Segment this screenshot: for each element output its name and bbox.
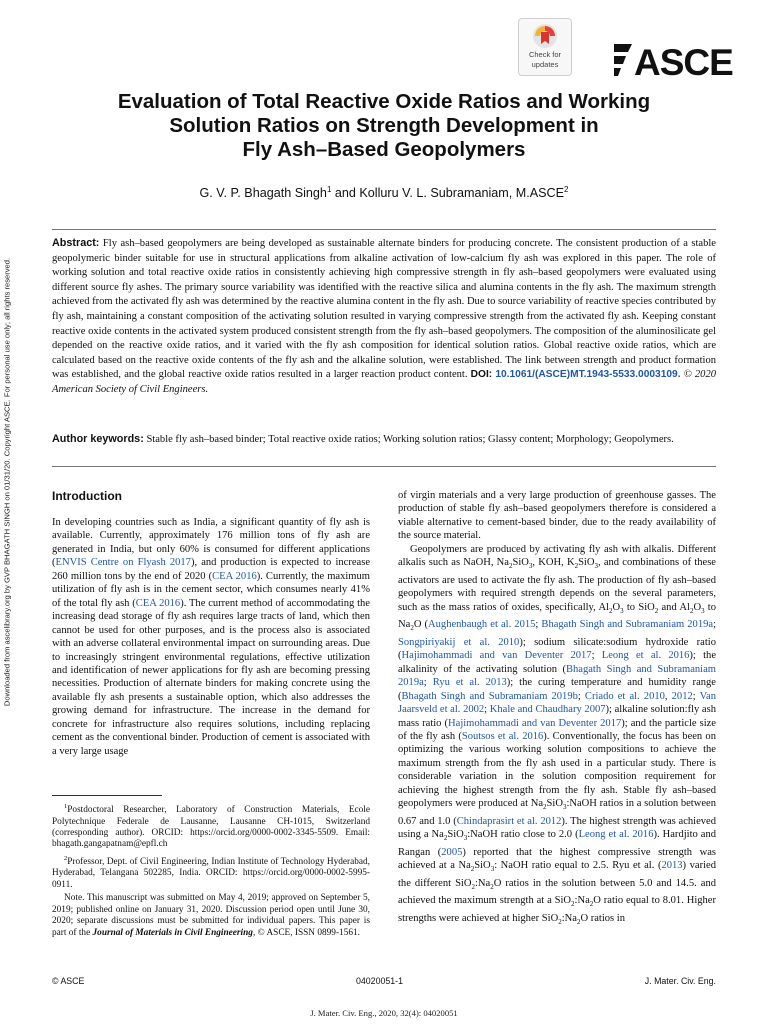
reference-link[interactable]: Bhagath Singh and Subramaniam 2019a: [398, 663, 716, 689]
reference-link[interactable]: Soutsos et al. 2016: [461, 731, 544, 743]
footnote-divider: [52, 795, 162, 796]
asce-logo-text: ASCE: [634, 42, 733, 83]
reference-link[interactable]: Criado et al. 2010: [584, 690, 665, 702]
reference-link[interactable]: Hajimohammadi and van Deventer 2017: [448, 717, 622, 729]
author-conjunction: and: [331, 186, 360, 201]
abstract-heading: Abstract:: [52, 237, 100, 249]
check-for-updates-label: Check for: [528, 50, 562, 59]
reference-link[interactable]: Chindaprasirt et al. 2012: [456, 815, 562, 827]
reference-link[interactable]: Hajimohammadi and van Deventer 2017: [401, 650, 592, 662]
footer-journal: J. Mater. Civ. Eng.: [644, 976, 716, 986]
reference-link[interactable]: Khale and Chaudhary 2007: [489, 704, 606, 716]
reference-link[interactable]: CEA 2016: [135, 597, 181, 609]
submission-note: Note. This manuscript was submitted on May 4, 2019; approved on September 5, 2019; published online on January 31, 2020. Discussion period open until June 30, 2020; separate discussions must be submitted for individual papers. This paper is part of the Journal of Materials in Civil Engineering, © ASCE, ISSN 0899-1561.: [52, 893, 370, 938]
abstract: [52, 236, 716, 398]
reference-link[interactable]: Van Jaarsveld et al. 2002: [398, 690, 716, 716]
doi-label: DOI:: [470, 369, 493, 381]
paragraph: of virgin materials and a very large production of greenhouse gasses. The production of stable fly ash–based geopolymers therefore is considered a viable alternative to cement-based binder, due to the ready availability of the source material.: [398, 490, 716, 542]
download-notice-text: Downloaded from ascelibrary.org by GVP BHAGATH SINGH on 01/31/20. Copyright ASCE. For personal use only; all rights reserved.: [2, 257, 12, 707]
reference-link[interactable]: Ryu et al. 2013: [432, 677, 507, 689]
citation-line: J. Mater. Civ. Eng., 2020, 32(4): 04020051: [310, 1008, 458, 1018]
reference-link[interactable]: Leong et al. 2016: [601, 650, 690, 662]
footer-publisher: © ASCE: [52, 976, 85, 986]
reference-link[interactable]: Bhagath Singh and Subramaniam 2019b: [401, 690, 578, 702]
footer-page-id: 04020051-1: [356, 976, 403, 986]
paragraph: In developing countries such as India, a significant quantity of fly ash is available. Currently, approximately 176 million tons of fly ash are generated in India, but only 60% is consumed for different applications (ENVIS Centre on Flyash 2017), and production is expected to increase 260 million tons by the end of 2020 (CEA 2016). Currently, the maximum utilization of fly ash is in the cement sector, which consumes nearly 41% of the total fly ash (CEA 2016). The current method of accommodating the increasing dead storage of fly ash requires large tracts of land, which then cannot be used for other purposes, and is the process also is associated with an adverse collateral environmental impact on surrounding areas. Due to increasingly stringent environmental regulations, effective utilization and identification of newer applications for fly ash are becoming pressing necessities. Production of alternate binders for making concrete using the available fly ash presents a sustainable option, which also addresses the growing demand for infrastructure. The increase in the demand for concrete for infrastructure also requires solutions, including replacing cement as the conventional binder. Production of cement is associated with a very large usage: [52, 517, 370, 757]
check-for-updates-icon: [532, 23, 558, 49]
title-line-1: Evaluation of Total Reactive Oxide Ratios and Working: [117, 90, 651, 113]
keywords-heading: Author keywords:: [52, 433, 144, 445]
reference-link[interactable]: 2012: [671, 690, 693, 702]
footnotes: [52, 801, 370, 941]
copyright-notice: © 2020 American Society of Civil Engineers.: [52, 369, 716, 395]
author-2: Kolluru V. L. Subramaniam, M.ASCE: [359, 186, 565, 201]
footnote-2: $^2$Professor, Dept. of Civil Engineering, Indian Institute of Technology Hyderabad, Hyderabad, Telangana 502285, India. ORCID: https://orcid.org/0000-0002-5995-0911.: [52, 854, 370, 890]
divider-top: [52, 229, 716, 230]
paper-title: [60, 90, 708, 162]
left-column: [52, 516, 370, 758]
paragraph: Geopolymers are produced by activating fly ash with alkalis. Different alkalis such as NaOH, $Na_2SiO_3$, KOH, $K_2SiO_3$, and combinations of these activators are used to activate the fly ash. The production of fly ash–based geopolymers with required strength depends on the several parameters, such as the mass ratios of oxides, specifically, $Al_2O_3$ to SiO$_2$ and $Al_2O_3$ to $Na_2O$ (Aughenbaugh et al. 2015; Bhagath Singh and Subramaniam 2019a; Songpiriyakij et al. 2010); sodium silicate:sodium hydroxide ratio (Hajimohammadi and van Deventer 2017; Leong et al. 2016); the alkalinity of the activating solution (Bhagath Singh and Subramaniam 2019a; Ryu et al. 2013); the curing temperature and humidity range (Bhagath Singh and Subramaniam 2019b; Criado et al. 2010, 2012; Van Jaarsveld et al. 2002; Khale and Chaudhary 2007); alkaline solution:fly ash mass ratio (Hajimohammadi and van Deventer 2017); and the particle size of the fly ash (Soutsos et al. 2016). Conventionally, the focus has been on optimizing the various working solution compositions to achieve the maximum strength from the fly ash used in a particular study. There is considerable variation in the solution composition requirement for achieving the highest strength from the fly ash. Stable fly ash–based geopolymers were produced at $Na_2SiO_3:NaOH$ ratios in a solution between 0.67 and 1.0 (Chindaprasirt et al. 2012). The highest strength was achieved using a $Na_2SiO_3:NaOH$ ratio close to 2.0 (Leong et al. 2016). Hardjito and Rangan (2005) reported that the highest compressive strength was achieved at a $Na_2SiO_3$: NaOH ratio equal to 2.5. Ryu et al. (2013) varied the different $SiO_2:Na_2O$ ratios in the solution between 5.0 and 14.5. and achieved the maximum strength at a $SiO_2:Na_2O$ ratio equal to 8.01. Higher strengths were achieved at higher $SiO_2:Na_2O$ ratios in: [398, 543, 717, 927]
keywords-body: Stable fly ash–based binder; Total reactive oxide ratios; Working solution ratios; Glassy content; Morphology; Geopolymers.: [146, 434, 674, 445]
abstract-body: Fly ash–based geopolymers are being developed as sustainable alternate binders for producing concrete. The consistent production of a stable geopolymeric binder suitable for use in structural applications from alkaline activation of low-calcium fly ash was explored in this paper. The role of working solution and total reactive oxide ratios in consistently achieving high compressive strength in fly ash–based geopolymers were evaluated using different source fly ashes. The primary source variability was identified with the reactive silica and alumina contents in the fly ash. The maximum strength achieved from the activated fly ash was determined by the reactive alumina content in the fly ash. Due to source variability of reactive species contributed by fly ash, maintaining a constant composition of the activating solution resulted in varying compressive strength from the activated fly ash. Keeping constant reactive oxide contents in the activated system produced consistent strength from the fly ash–based geopolymers. The composition of the aluminosilicate gel depended on the reactive oxide ratios, and it varied with the fly ash composition for identical solution ratios. Global reactive oxide ratios, which are calculated based on the reactive oxide contents of the fly ash and the alkaline solution, were established. The link between strength and product formation was established, and the global reactive oxide ratios resulted in a larger reaction product content.: [52, 238, 716, 381]
reference-link[interactable]: Leong et al. 2016: [578, 829, 654, 841]
reference-link[interactable]: CEA 2016: [212, 570, 257, 582]
divider-bottom: [52, 466, 716, 467]
author-1-affil: 1: [326, 185, 332, 194]
check-for-updates-badge[interactable]: [518, 18, 572, 76]
author-list: [60, 185, 708, 200]
reference-link[interactable]: Aughenbaugh et al. 2015: [428, 619, 536, 631]
author-keywords: [52, 432, 716, 448]
asce-logo: [614, 40, 733, 83]
reference-link[interactable]: Songpiriyakij et al. 2010: [398, 636, 520, 648]
reference-link[interactable]: 2013: [661, 860, 683, 872]
download-notice: [0, 222, 14, 742]
author-2-affil: 2: [564, 185, 569, 194]
reference-link[interactable]: Bhagath Singh and Subramaniam 2019a: [541, 619, 714, 631]
reference-link[interactable]: 2005: [441, 846, 463, 858]
reference-link[interactable]: ENVIS Centre on Flyash 2017: [55, 557, 191, 569]
title-line-3: Fly Ash–Based Geopolymers: [242, 138, 526, 161]
section-heading-introduction: Introduction: [52, 489, 122, 503]
author-1: G. V. P. Bhagath Singh: [199, 186, 327, 201]
check-for-updates-label-2: updates: [531, 60, 559, 69]
right-column: [398, 489, 716, 930]
doi-link[interactable]: 10.1061/(ASCE)MT.1943-5533.0003109.: [495, 369, 681, 381]
footnote-1: $^1$Postdoctoral Researcher, Laboratory of Construction Materials, Ecole Polytechnique Federale de Lausanne, Lausanne CH-1015, Switzerland (corresponding author). ORCID: https://orcid.org/0000-0002-3345-5509. Email: bhagath.gangapatnam@epfl.ch: [52, 803, 370, 850]
title-line-2: Solution Ratios on Strength Development in: [169, 114, 599, 137]
